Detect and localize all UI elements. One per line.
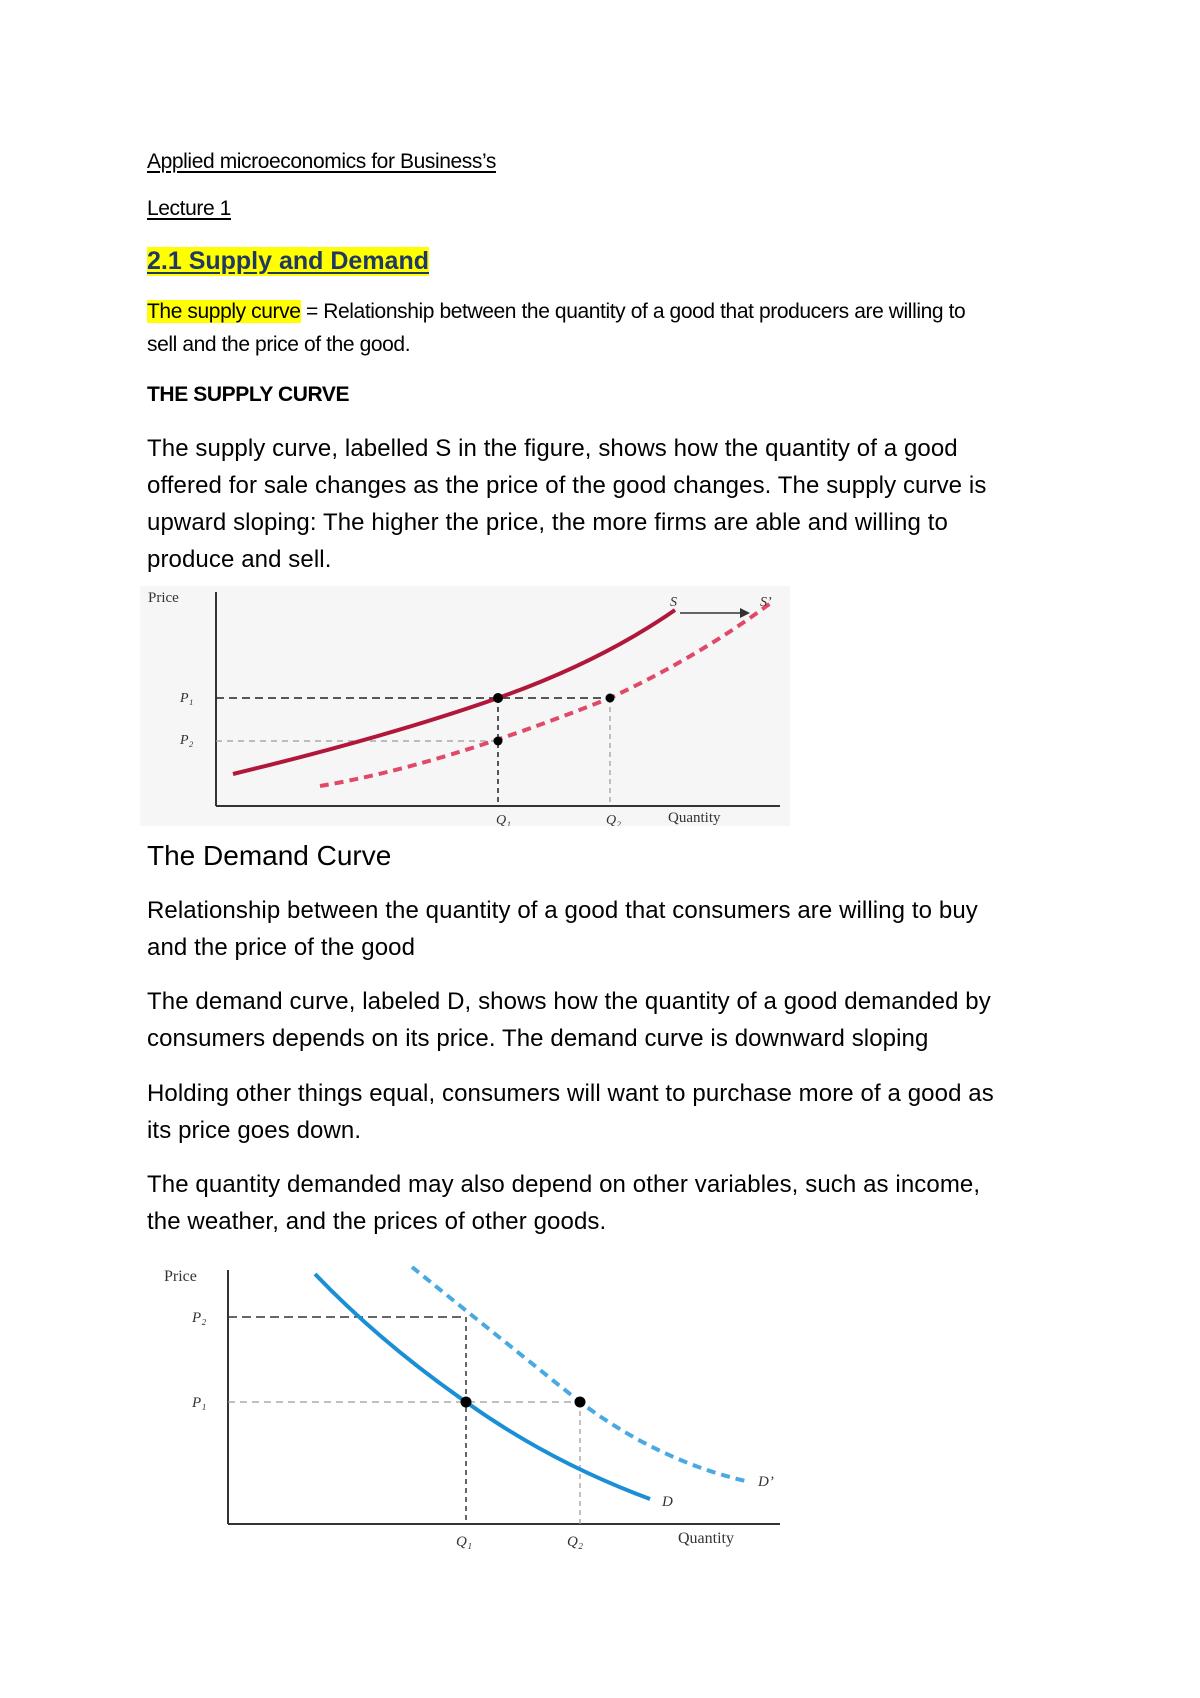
supply-paragraph-line: The supply curve, labelled S in the figure, shows how the quantity of a good <box>147 435 958 462</box>
equilibrium-point <box>494 737 503 746</box>
y-axis-label: Price <box>148 590 179 606</box>
demand-chart <box>160 1262 800 1552</box>
demand-curve-d <box>315 1274 650 1499</box>
x-tick-label: Q₁ <box>456 1534 473 1550</box>
y-tick-label: P₂ <box>180 733 194 748</box>
supply-curve-heading: THE SUPPLY CURVE <box>147 383 350 406</box>
demand-paragraph-line: Holding other things equal, consumers will want to purchase more of a good as <box>147 1080 994 1107</box>
demand-paragraph-line: consumers depends on its price. The demand curve is downward sloping <box>147 1025 929 1052</box>
demand-paragraph-line: The quantity demanded may also depend on other variables, such as income, <box>147 1171 981 1198</box>
supply-definition <box>147 300 965 324</box>
x-tick-label: Q₁ <box>496 813 511 826</box>
supply-paragraph-line: upward sloping: The higher the price, the more firms are able and willing to <box>147 509 948 536</box>
section-heading: 2.1 Supply and Demand <box>147 247 430 275</box>
chart-background <box>140 586 790 826</box>
series-label-s: S <box>670 595 677 610</box>
y-tick-label: P₂ <box>192 1310 207 1326</box>
supply-definition-term: The supply curve <box>147 300 301 323</box>
demand-paragraph-line: The demand curve, labeled D, shows how the quantity of a good demanded by <box>147 988 991 1015</box>
demand-paragraph-line: Relationship between the quantity of a good that consumers are willing to buy <box>147 897 978 924</box>
demand-curve-d-prime <box>412 1267 750 1482</box>
y-tick-label: P₁ <box>192 1395 207 1411</box>
document-title: Applied microeconomics for Business’s <box>147 150 496 173</box>
series-label-d: D <box>662 1494 673 1510</box>
y-tick-label: P₁ <box>180 691 194 706</box>
supply-definition-text: = Relationship between the quantity of a good that producers are willing to <box>300 300 966 323</box>
demand-paragraph-line: and the price of the good <box>147 934 416 961</box>
x-tick-label: Q₂ <box>606 813 621 826</box>
demand-paragraph-line: the weather, and the prices of other goods. <box>147 1208 607 1235</box>
lecture-label: Lecture 1 <box>147 197 231 220</box>
supply-paragraph-line: produce and sell. <box>147 546 332 573</box>
series-label-s-prime: S’ <box>760 595 772 610</box>
equilibrium-point <box>606 694 615 703</box>
x-tick-label: Q₂ <box>567 1534 584 1550</box>
x-axis-label: Quantity <box>668 810 721 826</box>
x-axis-label: Quantity <box>678 1530 734 1547</box>
supply-paragraph-line: offered for sale changes as the price of the good changes. The supply curve is <box>147 472 987 499</box>
equilibrium-point <box>575 1397 586 1408</box>
supply-chart <box>140 586 790 826</box>
equilibrium-point <box>493 693 503 703</box>
demand-heading: The Demand Curve <box>147 840 392 871</box>
supply-definition-line2: sell and the price of the good. <box>147 333 411 356</box>
series-label-d-prime: D’ <box>758 1474 774 1490</box>
demand-paragraph-line: its price goes down. <box>147 1117 362 1144</box>
equilibrium-point <box>461 1397 472 1408</box>
y-axis-label: Price <box>164 1268 197 1285</box>
